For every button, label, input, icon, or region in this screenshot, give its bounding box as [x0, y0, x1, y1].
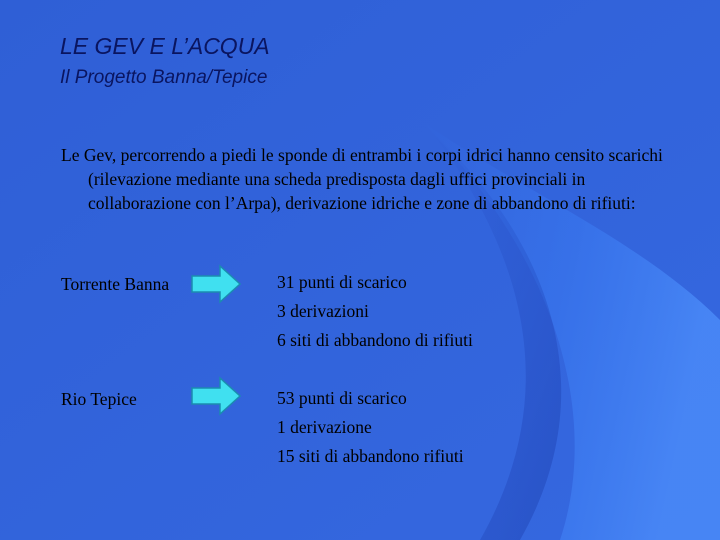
- slide-title: LE GEV E L’ACQUA: [60, 33, 270, 59]
- list-item: 53 punti di scarico: [277, 388, 407, 408]
- row-items-banna: [277, 268, 473, 355]
- slide-subtitle: Il Progetto Banna/Tepice: [60, 67, 268, 88]
- intro-paragraph: Le Gev, percorrendo a piedi le sponde di entrambi i corpi idrici hanno censito scarichi (rilevazione mediante una scheda predisposta dagli uffici provinciali in collaborazione con l’Arpa), derivazione idriche e zone di abbandono di rifiuti:: [61, 145, 663, 213]
- right-arrow-icon: [190, 264, 242, 304]
- right-arrow-icon: [190, 376, 242, 416]
- list-item: 6 siti di abbandono di rifiuti: [277, 330, 473, 350]
- list-item: 1 derivazione: [277, 417, 372, 437]
- list-item: 3 derivazioni: [277, 301, 369, 321]
- row-items-tepice: [277, 384, 464, 471]
- list-item: 15 siti di abbandono rifiuti: [277, 446, 464, 466]
- row-label-tepice: Rio Tepice: [61, 389, 137, 409]
- row-label-banna: Torrente Banna: [61, 274, 170, 294]
- list-item: 31 punti di scarico: [277, 272, 407, 292]
